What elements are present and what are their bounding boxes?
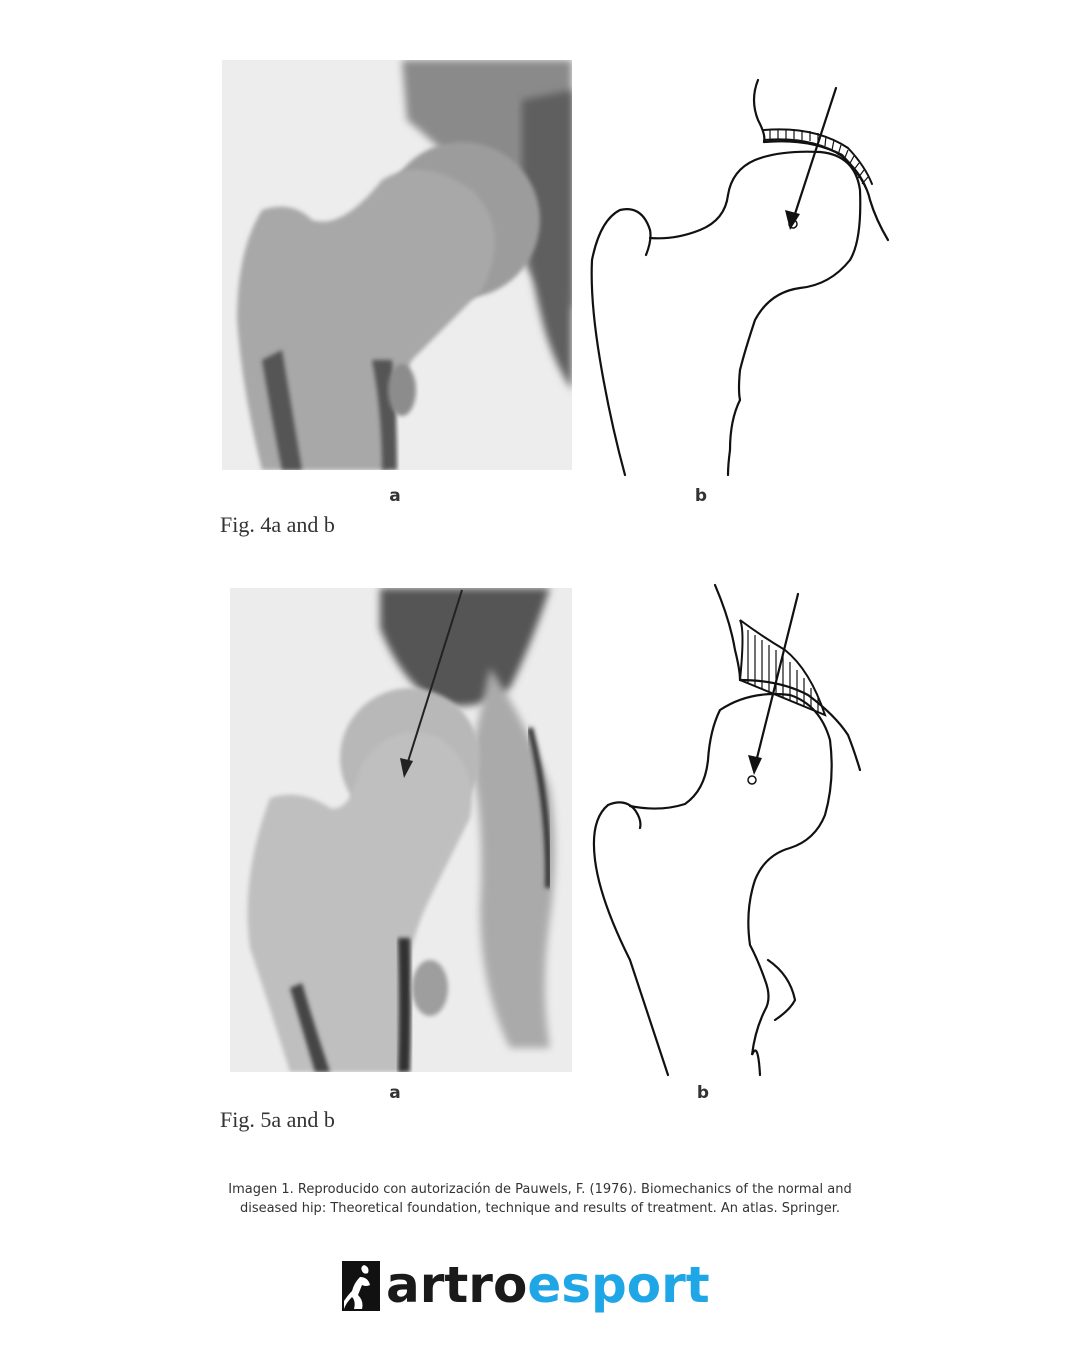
fig5a-radiograph [230, 588, 572, 1072]
fig4-caption: Fig. 4a and b [220, 512, 335, 537]
fig5-label-a: a [389, 1083, 401, 1103]
fig4b-drawing [580, 60, 900, 490]
logo-text-artro: artro [386, 1256, 528, 1314]
fig4-label-a: a [389, 486, 401, 506]
fig5b-drawing [580, 580, 880, 1080]
artroesport-logo [340, 1254, 710, 1316]
fig4a-radiograph [222, 60, 572, 470]
fig4-label-b: b [694, 486, 708, 506]
image-credit: Imagen 1. Reproducido con autorización de Pauwels, F. (1976). Biomechanics of the normal and diseased hip: Theoretical foundation, technique and results of treatment. An atlas. Springer. [228, 1182, 852, 1216]
fig5-label-b: b [696, 1083, 710, 1103]
logo-text-esport: esport [527, 1256, 710, 1314]
runner-silhouette-icon [340, 1257, 384, 1313]
fig5-caption: Fig. 5a and b [220, 1107, 335, 1132]
